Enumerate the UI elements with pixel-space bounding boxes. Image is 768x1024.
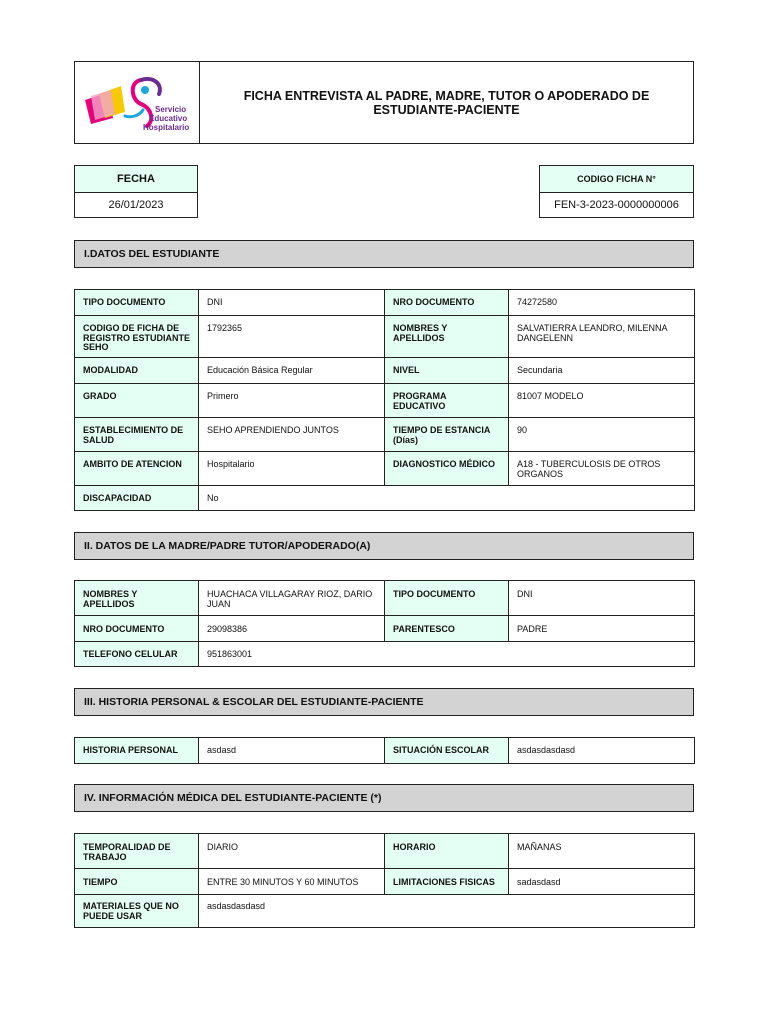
table-row <box>75 616 695 642</box>
estudiante-table <box>74 289 695 511</box>
fecha-box <box>74 165 198 218</box>
historia-personal-value: asdasd <box>199 738 385 764</box>
materiales-value: asdasdasdasd <box>199 895 695 928</box>
tiempo-estancia-value: 90 <box>509 418 695 452</box>
codigo-box <box>539 165 694 218</box>
tutor-parentesco-label: PARENTESCO <box>385 616 509 642</box>
fecha-label: FECHA <box>75 166 197 193</box>
programa-value: 81007 MODELO <box>509 384 695 418</box>
tutor-tipo-documento-value: DNI <box>509 581 695 616</box>
modalidad-label: MODALIDAD <box>75 358 199 384</box>
nombres-value: SALVATIERRA LEANDRO, MILENNA DANGELENN <box>509 316 695 358</box>
table-row <box>75 358 695 384</box>
tutor-nro-documento-value: 29098386 <box>199 616 385 642</box>
table-row <box>75 316 695 358</box>
discapacidad-value: No <box>199 486 695 511</box>
tipo-documento-value: DNI <box>199 290 385 316</box>
limitaciones-value: sadasdasd <box>509 869 695 895</box>
section-datos-tutor: II. DATOS DE LA MADRE/PADRE TUTOR/APODERADO(A) <box>74 532 694 560</box>
tutor-table <box>74 580 695 667</box>
grado-value: Primero <box>199 384 385 418</box>
modalidad-value: Educación Básica Regular <box>199 358 385 384</box>
table-row <box>75 486 695 511</box>
ambito-label: AMBITO DE ATENCION <box>75 452 199 486</box>
tutor-tipo-documento-label: TIPO DOCUMENTO <box>385 581 509 616</box>
codigo-label: CODIGO FICHA N° <box>540 166 693 193</box>
logo <box>75 62 200 143</box>
horario-label: HORARIO <box>385 834 509 869</box>
diagnostico-label: DIAGNOSTICO MÉDICO <box>385 452 509 486</box>
materiales-label: MATERIALES QUE NO PUEDE USAR <box>75 895 199 928</box>
table-row <box>75 738 695 764</box>
ambito-value: Hospitalario <box>199 452 385 486</box>
table-row <box>75 834 695 869</box>
tutor-nombres-label: NOMBRES Y APELLIDOS <box>75 581 199 616</box>
document-title: FICHA ENTREVISTA AL PADRE, MADRE, TUTOR O APODERADO DE ESTUDIANTE-PACIENTE <box>243 88 650 117</box>
situacion-escolar-label: SITUACIÓN ESCOLAR <box>385 738 509 764</box>
tiempo-value: ENTRE 30 MINUTOS Y 60 MINUTOS <box>199 869 385 895</box>
programa-label: PROGRAMA EDUCATIVO <box>385 384 509 418</box>
tutor-telefono-label: TELEFONO CELULAR <box>75 642 199 667</box>
codigo-ficha-value: 1792365 <box>199 316 385 358</box>
svg-text:Educativo: Educativo <box>149 113 188 123</box>
establecimiento-label: ESTABLECIMIENTO DE SALUD <box>75 418 199 452</box>
table-row <box>75 452 695 486</box>
horario-value: MAÑANAS <box>509 834 695 869</box>
codigo-value: FEN-3-2023-0000000006 <box>554 199 679 211</box>
situacion-escolar-value: asdasdasdasd <box>509 738 695 764</box>
document-header <box>74 61 694 144</box>
table-row <box>75 290 695 316</box>
temporalidad-label: TEMPORALIDAD DE TRABAJO <box>75 834 199 869</box>
table-row <box>75 418 695 452</box>
tutor-nombres-value: HUACHACA VILLAGARAY RIOZ, DARIO JUAN <box>199 581 385 616</box>
discapacidad-label: DISCAPACIDAD <box>75 486 199 511</box>
tiempo-estancia-label: TIEMPO DE ESTANCIA (Días) <box>385 418 509 452</box>
limitaciones-label: LIMITACIONES FISICAS <box>385 869 509 895</box>
tipo-documento-label: TIPO DOCUMENTO <box>75 290 199 316</box>
svg-text:Servicio: Servicio <box>155 104 187 114</box>
nro-documento-value: 74272580 <box>509 290 695 316</box>
section-datos-estudiante: I.DATOS DEL ESTUDIANTE <box>74 240 694 268</box>
nombres-label: NOMBRES Y APELLIDOS <box>385 316 509 358</box>
diagnostico-value: A18 - TUBERCULOSIS DE OTROS ORGANOS <box>509 452 695 486</box>
temporalidad-value: DIARIO <box>199 834 385 869</box>
table-row <box>75 869 695 895</box>
nivel-label: NIVEL <box>385 358 509 384</box>
nivel-value: Secundaria <box>509 358 695 384</box>
establecimiento-value: SEHO APRENDIENDO JUNTOS <box>199 418 385 452</box>
tutor-parentesco-value: PADRE <box>509 616 695 642</box>
table-row <box>75 895 695 928</box>
tiempo-label: TIEMPO <box>75 869 199 895</box>
section-informacion-medica: IV. INFORMACIÓN MÉDICA DEL ESTUDIANTE-PACIENTE (*) <box>74 784 694 812</box>
tutor-telefono-value: 951863001 <box>199 642 695 667</box>
medica-table <box>74 833 695 928</box>
grado-label: GRADO <box>75 384 199 418</box>
table-row <box>75 384 695 418</box>
fecha-value: 26/01/2023 <box>108 199 164 211</box>
seho-logo-icon <box>81 70 193 136</box>
historia-personal-label: HISTORIA PERSONAL <box>75 738 199 764</box>
codigo-ficha-label: CODIGO DE FICHA DE REGISTRO ESTUDIANTE SEHO <box>75 316 199 358</box>
table-row <box>75 642 695 667</box>
table-row <box>75 581 695 616</box>
nro-documento-label: NRO DOCUMENTO <box>385 290 509 316</box>
svg-text:Hospitalario: Hospitalario <box>143 122 190 132</box>
tutor-nro-documento-label: NRO DOCUMENTO <box>75 616 199 642</box>
section-historia: III. HISTORIA PERSONAL & ESCOLAR DEL ESTUDIANTE-PACIENTE <box>74 688 694 716</box>
historia-table <box>74 737 695 764</box>
